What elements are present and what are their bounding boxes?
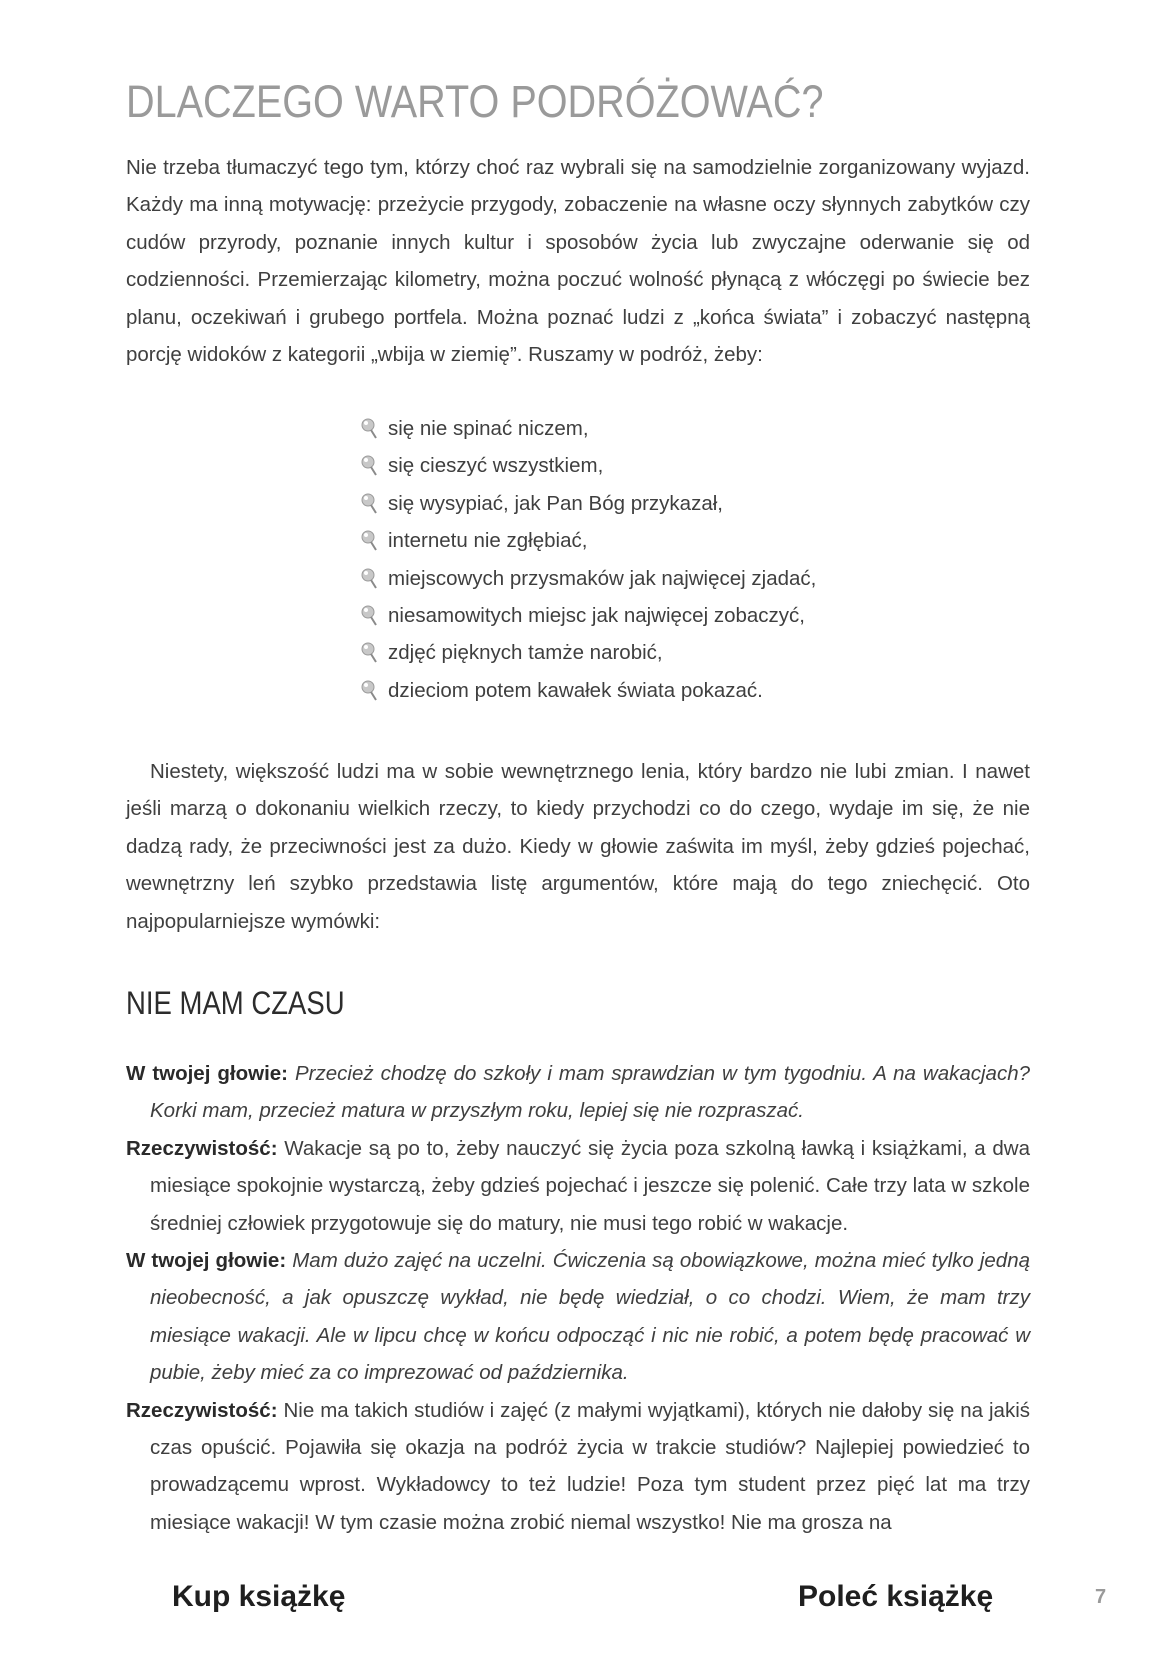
entry-text: Nie ma takich studiów i zajęć (z małymi wyjątkami), których nie dałoby się na jakiś czas opuścić. Pojawiła się okazja na podróż życia w trakcie studiów? Najlepiej powiedzieć to prowadzącemu wprost. Wykładowcy to też ludzie! Poza tym student przez pięć lat ma trzy miesiące wakacji! W tym czasie można zrobić niemal wszystko! Nie ma grosza na [150, 1398, 1030, 1534]
list-item-text: zdjęć pięknych tamże narobić, [388, 641, 663, 665]
excuses-intro-paragraph: Niestety, większość ludzi ma w sobie wewnętrznego lenia, który bardzo nie lubi zmian. I nawet jeśli marzą o dokonaniu wielkich rzeczy, to kiedy przychodzi co do czego, wydaje im się, że nie dadzą rady, że przeciwności jest za dużo. Kiedy w głowie zaświta im myśl, żeby gdzieś pojechać, wewnętrzny leń szybko przedstawia listę argumentów, które mają do tego zniechęcić. Oto najpopularniejsze wymówki: [126, 760, 1030, 933]
reality-entry [126, 1392, 1030, 1542]
list-item [360, 485, 816, 522]
reality-entry [126, 1130, 1030, 1242]
list-item-text: dzieciom potem kawałek świata pokazać. [388, 678, 763, 702]
buy-book-link[interactable]: Kup książkę [172, 1580, 346, 1613]
list-item-text: się nie spinać niczem, [388, 417, 589, 440]
list-item [360, 634, 816, 671]
map-pin-icon [360, 642, 378, 664]
intro-paragraph: Nie trzeba tłumaczyć tego tym, którzy choć raz wybrali się na samodzielnie zorganizowany wyjazd. Każdy ma inną motywację: przeżycie przygody, zobaczenie na własne oczy słynnych zabytków czy cudów przyrody, poznanie innych kultur i sposobów życia lub zwyczajne oderwanie się od codzienności. Przemierzając kilometry, można poczuć wolność płynącą z włóczęgi po świecie bez planu, oczekiwań i grubego portfela. Można poznać ludzi z „końca świata” i zobaczyć następną porcję widoków z kategorii „wbija w ziemię”. Ruszamy w podróż, żeby: [126, 156, 1030, 367]
list-item [360, 410, 816, 447]
map-pin-icon [360, 530, 378, 552]
excuse-entry [126, 1242, 1030, 1392]
reasons-list [360, 410, 816, 709]
map-pin-icon [360, 455, 378, 477]
list-item [360, 560, 816, 597]
list-item [360, 672, 816, 709]
section-title: NIE MAM CZASU [126, 985, 345, 1021]
entry-label: Rzeczywistość: [126, 1398, 278, 1422]
map-pin-icon [360, 568, 378, 590]
entry-label: W twojej głowie: [126, 1249, 287, 1273]
list-item-text: się cieszyć wszystkiem, [388, 454, 604, 478]
list-item [360, 597, 816, 634]
list-item-text: niesamowitych miejsc jak najwięcej zobaczyć, [388, 603, 805, 627]
list-item [360, 522, 816, 559]
excuse-dialog [126, 1055, 1030, 1541]
map-pin-icon [360, 680, 378, 702]
entry-label: Rzeczywistość: [126, 1136, 278, 1160]
entry-text: Mam dużo zajęć na uczelni. Ćwiczenia są obowiązkowe, można mieć tylko jedną nieobecność, a jak opuszczę wykład, nie będę wiedział, o co chodzi. Wiem, że mam trzy miesiące wakacji. Ale w lipcu chcę w końcu odpocząć i nic nie robić, a potem będę pracować w pubie, żeby mieć za co imprezować od października. [150, 1249, 1030, 1385]
map-pin-icon [360, 605, 378, 627]
entry-text: Przecież chodzę do szkoły i mam sprawdzian w tym tygodniu. A na wakacjach? Korki mam, przecież matura w przyszłym roku, lepiej się nie rozpraszać. [150, 1062, 1031, 1123]
excuse-entry [126, 1055, 1030, 1130]
entry-text: Wakacje są po to, żeby nauczyć się życia poza szkolną ławką i książkami, a dwa miesiące spokojnie wystarczą, żeby gdzieś pojechać i jeszcze się polenić. Całe trzy lata w szkole średniej człowiek przygotowuje się do matury, nie musi tego robić w wakacje. [150, 1136, 1030, 1235]
page-title: DLACZEGO WARTO PODRÓŻOWAĆ? [126, 76, 824, 127]
entry-label: W twojej głowie: [126, 1062, 288, 1085]
list-item [360, 447, 816, 484]
list-item-text: się wysypiać, jak Pan Bóg przykazał, [388, 491, 723, 515]
list-item-text: internetu nie zgłębiać, [388, 529, 588, 553]
page-number: 7 [1095, 1586, 1107, 1608]
list-item-text: miejscowych przysmaków jak najwięcej zjadać, [388, 566, 817, 590]
map-pin-icon [360, 493, 378, 515]
recommend-book-link[interactable]: Poleć książkę [798, 1580, 994, 1613]
map-pin-icon [360, 418, 378, 440]
